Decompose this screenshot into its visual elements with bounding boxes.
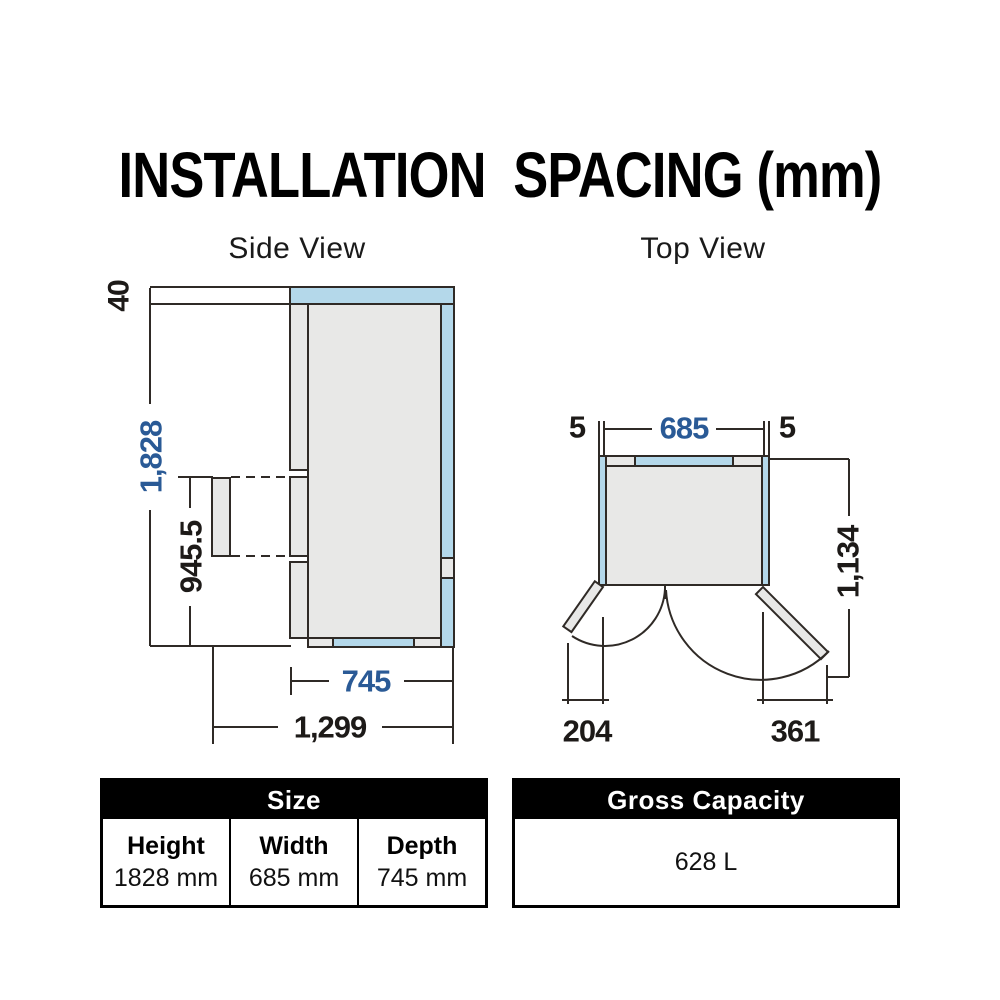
size-table: [100, 778, 488, 908]
width-label: Width: [259, 832, 329, 860]
dim-top-clearance: 40: [102, 280, 136, 312]
fridge-door-panel-middle: [290, 477, 308, 556]
top-left-clearance-strip: [599, 456, 606, 585]
size-cell-width: [229, 819, 357, 905]
dim-total-depth-door-open: 1,299: [293, 709, 367, 745]
dim-height: 1,828: [133, 420, 169, 494]
right-door-open: [756, 587, 828, 659]
back-spacer-left: [606, 456, 635, 466]
width-value: 685 mm: [248, 864, 340, 892]
fridge-base-clearance: [333, 638, 414, 647]
size-cell-depth: [357, 819, 485, 905]
back-clearance-strip: [635, 456, 733, 466]
side-rear-clearance-zone: [441, 304, 454, 647]
dim-width: 685: [659, 410, 709, 446]
dim-depth: 745: [341, 663, 391, 699]
height-value: 1828 mm: [113, 864, 219, 892]
side-view-label: Side View: [228, 232, 366, 265]
back-spacer-right: [733, 456, 762, 466]
gross-capacity-table: [512, 778, 900, 908]
dim-mid-height: 945.5: [173, 520, 209, 594]
fridge-top-body: [606, 466, 762, 585]
fridge-door-panel-top: [290, 304, 308, 470]
size-table-header: Size: [103, 781, 485, 819]
side-top-clearance-zone: [290, 287, 454, 304]
fridge-base-rear: [414, 638, 441, 647]
dim-left-clearance: 5: [568, 409, 586, 445]
dim-right-door-swing: 361: [770, 713, 820, 749]
dim-right-clearance: 5: [778, 409, 796, 445]
page-title: INSTALLATION SPACING (mm): [118, 139, 882, 211]
fridge-door-panel-bottom: [290, 562, 308, 638]
fridge-side-body: [308, 304, 441, 638]
top-right-clearance-strip: [762, 456, 769, 585]
side-view-diagram: [103, 280, 455, 744]
side-rear-spacer-block: [441, 558, 454, 578]
fridge-base-front: [308, 638, 333, 647]
depth-value: 745 mm: [376, 864, 468, 892]
gross-capacity-value: 628 L: [674, 847, 738, 876]
door-handle-bar: [212, 478, 230, 556]
height-label: Height: [127, 832, 205, 860]
size-cell-height: [103, 819, 229, 905]
dim-left-door-swing: 204: [562, 713, 612, 749]
gross-capacity-header: Gross Capacity: [515, 781, 897, 819]
top-view-diagram: [562, 410, 866, 749]
top-view-label: Top View: [640, 232, 766, 265]
left-door-open: [563, 581, 603, 632]
depth-label: Depth: [386, 832, 458, 860]
dim-total-depth: 1,134: [830, 525, 866, 599]
